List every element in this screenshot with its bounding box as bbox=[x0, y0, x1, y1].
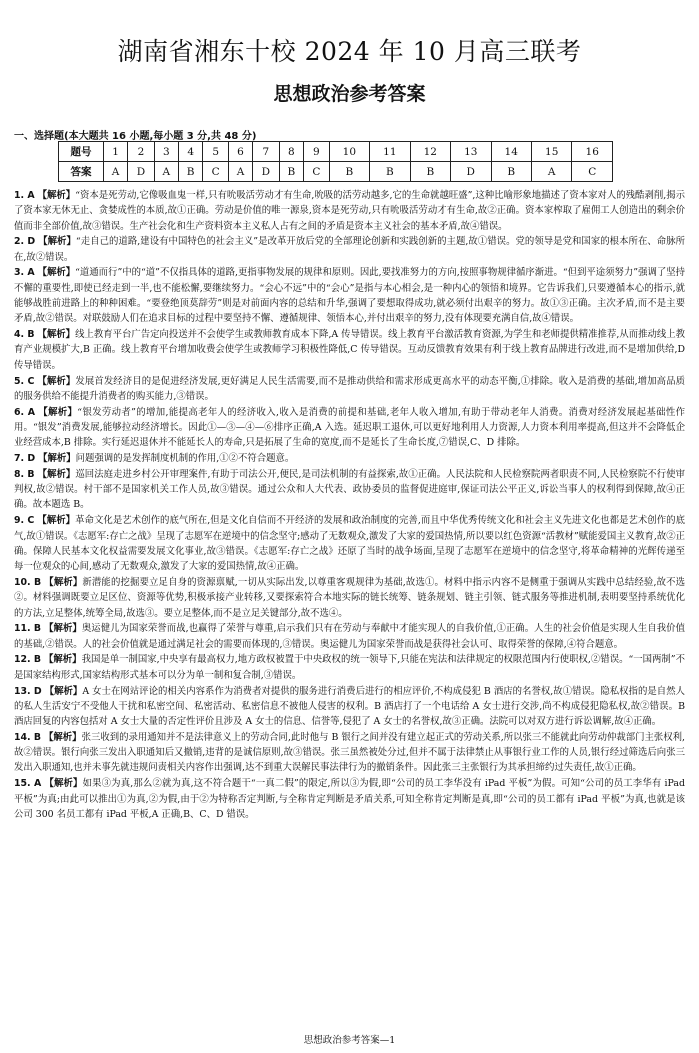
question-number-cell: 6 bbox=[228, 142, 252, 162]
answer-item-body: 张三收到的录用通知并不是法律意义上的劳动合同,此时他与 B 银行之间并没有建立起正式的劳动关系,所以张三不能就此向劳动仲裁部门主张权利,故②错误。银行向张三发出入职通知后又撤销,违背的是诚信原则,故③错误。张三虽然被处分过,但并不属于法律禁止从事银行业工作的人员,银行经过筛选后向张三发出入职通知,也并未事先就违规问责相关内容作出强调,达不到重大误解民事法律行为的撤销条件。因此张三主张银行为其承担缔约过失责任,故①正确。 bbox=[14, 731, 685, 774]
analysis-tag: 【解析】 bbox=[37, 515, 76, 527]
answer-table-numbers-row bbox=[59, 142, 613, 162]
answer-item-body: 巡回法庭走进乡村公开审理案件,有助于司法公开,便民,是司法机制的有益探索,故①正确。人民法院和人民检察院两者职责不同,人民检察院不行使审判权,故②错误。村干部不是国家机关工作人员,故③错误。通过公众和人大代表、政协委员的监督促进庭审,保证司法公平正义,诉讼当事人的权利得到保障,故④正确。故本题选 B。 bbox=[14, 468, 685, 511]
answer-cell: D bbox=[253, 162, 280, 182]
answer-item-head: 9. C bbox=[14, 515, 35, 527]
answer-item bbox=[14, 265, 685, 326]
analysis-tag: 【解析】 bbox=[37, 190, 76, 201]
answer-item bbox=[14, 467, 685, 513]
answer-item-body: “走自己的道路,建设有中国特色的社会主义”是改革开放后党的全部理论创新和实践创新的主题,故①错误。党的领导是党和国家的根本所在、命脉所在,故②错误。 bbox=[14, 236, 685, 263]
answer-item bbox=[14, 684, 685, 730]
analysis-tag: 【解析】 bbox=[38, 406, 78, 418]
question-number-cell: 5 bbox=[203, 142, 228, 162]
answer-cell: B bbox=[370, 162, 410, 182]
answer-item-head: 4. B bbox=[14, 329, 35, 341]
answer-item-body: “银发劳动者”的增加,能提高老年人的经济收入,收入是消费的前提和基础,老年人收入增加,有助于带动老年人消费。消费对经济发展起基础性作用。“银发”消费发展,能够拉动经济增长。因此①—③—④—⑥排序正确,A 入选。延迟职工退休,可以更好地利用人力资源,人力资本利用率提高,但这并不会降低企业经营成本,B 排除。实行延迟退休并不能延长人的寿命,只是拓展了生命的宽度,而不是延长了生命长度,⑦错误,C、D 排除。 bbox=[14, 406, 685, 449]
answer-item-head: 8. B bbox=[14, 468, 35, 480]
question-number-cell: 12 bbox=[410, 142, 450, 162]
question-number-cell: 13 bbox=[451, 142, 491, 162]
answer-cell: B bbox=[491, 162, 531, 182]
answer-cell: B bbox=[410, 162, 450, 182]
page-title: 湖南省湘东十校 2024 年 10 月高三联考 bbox=[117, 37, 582, 66]
answer-cell: A bbox=[104, 162, 128, 182]
question-number-cell: 16 bbox=[572, 142, 613, 162]
analysis-tag: 【解析】 bbox=[44, 685, 83, 697]
answer-item-body: “资本是死劳动,它像吸血鬼一样,只有吮吸活劳动才有生命,吮吸的活劳动越多,它的生命就越旺盛”,这种比喻形象地描述了资本家对人的残酷剥削,揭示了资本家无休无止、贪婪成性的本质,故①正确。劳动是价值的唯一源泉,资本是死劳动,只有吮吸活劳动才有生命,故②正确。资本家榨取了雇佣工人创造出的剩余价值而非全部价值,故③错误。生产社会化和生产资料资本主义私人占有之间的矛盾是资本主义社会的基本矛盾,故④错误。 bbox=[14, 190, 685, 232]
answer-table-answers-row bbox=[59, 162, 613, 182]
analysis-tag: 【解析】 bbox=[38, 236, 76, 248]
answer-item-head: 15. A bbox=[14, 778, 42, 790]
answer-item bbox=[14, 575, 685, 621]
answer-table bbox=[58, 141, 613, 182]
answer-item bbox=[14, 621, 685, 652]
page-footer: 思想政治参考答案—1 bbox=[303, 1035, 396, 1046]
question-number-cell: 14 bbox=[491, 142, 531, 162]
answer-item bbox=[14, 234, 685, 265]
answer-item-head: 12. B bbox=[14, 654, 42, 666]
question-number-cell: 7 bbox=[253, 142, 280, 162]
answer-cell: C bbox=[572, 162, 613, 182]
answer-cell: A bbox=[531, 162, 571, 182]
question-number-cell: 15 bbox=[531, 142, 571, 162]
answer-item-body: 发展首发经济目的是促进经济发展,更好满足人民生活需要,而不是推动供给和需求形成更高水平的动态平衡,①排除。收入是消费的基础,增加高品质的服务供给不能提升消费者的购买能力,③错误。 bbox=[14, 375, 685, 402]
answer-explanations bbox=[14, 188, 685, 823]
answer-cell: B bbox=[279, 162, 304, 182]
analysis-tag: 【解析】 bbox=[37, 267, 76, 279]
answer-cell: B bbox=[329, 162, 369, 182]
table-header-number: 题号 bbox=[59, 142, 104, 162]
answer-item bbox=[14, 776, 685, 822]
answer-item-head: 7. D bbox=[14, 453, 36, 465]
question-number-cell: 3 bbox=[154, 142, 178, 162]
answer-item-body: 新潜能的挖掘要立足自身的资源禀赋,一切从实际出发,以尊重客观规律为基础,故选①。材料中指示内容不是侧重于强调从实践中总结经验,故不选②。材料强调既要立足区位、资源等优势,积极承接产业转移,又要探索符合本地实际的链长统筹、链条规划、链主引领、链式服务等推进机制,表明要坚持系统优化的方法,立足整体,统筹全局,故选③。要立足整体,而不是立足关键部分,故不选④。 bbox=[14, 576, 685, 619]
analysis-tag: 【解析】 bbox=[44, 576, 83, 588]
question-number-cell: 2 bbox=[128, 142, 155, 162]
answer-cell: C bbox=[203, 162, 228, 182]
answer-item-head: 13. D bbox=[14, 685, 42, 697]
answer-item bbox=[14, 652, 685, 683]
answer-item-head: 11. B bbox=[14, 623, 42, 635]
answer-item-body: 问题强调的是发挥制度机制的作用,①②不符合题意。 bbox=[75, 453, 295, 465]
answer-cell: A bbox=[228, 162, 252, 182]
section-heading: 一、选择题(本大题共 16 小题,每小题 3 分,共 48 分) bbox=[14, 131, 257, 142]
analysis-tag: 【解析】 bbox=[38, 453, 76, 465]
answer-item-head: 14. B bbox=[14, 731, 42, 743]
answer-item-body: 如果③为真,那么②就为真,这不符合题干“一真二假”的限定,所以③为假,即“公司的员工李华没有 iPad 平板”为假。可知“公司的员工李华有 iPad 平板”为真;由此可以推出①为真,②为假,由于②为特称否定判断,与全称肯定判断是矛盾关系,可知全称肯定判断是真,即“公司的员工都有 iPad 平板”为真,也就是该公司 300 名员工都有 iPad 平板,A 正确,B、C、D 错误。 bbox=[14, 778, 685, 820]
answer-item bbox=[14, 451, 685, 466]
answer-item bbox=[14, 730, 685, 776]
answer-item-head: 1. A bbox=[14, 190, 35, 201]
answer-item-body: 奥运健儿为国家荣誉而战,也赢得了荣誉与尊重,启示我们只有在劳动与奉献中才能实现人的自我价值,①正确。人生的社会价值是实现人生自我价值的基础,②错误。人的社会价值就是通过满足社会的需要而体现的,③错误。奥运健儿为国家荣誉而战是获得社会认可、取得荣誉的保障,④符合题意。 bbox=[14, 623, 685, 650]
answer-cell: B bbox=[178, 162, 203, 182]
answer-cell: D bbox=[451, 162, 491, 182]
answer-item-head: 3. A bbox=[14, 267, 35, 279]
analysis-tag: 【解析】 bbox=[44, 654, 82, 666]
question-number-cell: 1 bbox=[104, 142, 128, 162]
answer-item-body: “道通而行”中的“道”不仅指具体的道路,更指事物发展的规律和原则。因此,要找准努力的方向,按照事物规律循序渐进。“但到平途须努力”强调了坚持不懈的重要性,即使已经走到一半,也不能松懈,要继续努力。“会心不远”中的“会心”是指与本心相会,是一种内心的领悟和境界。它告诉我们,只要遵循本心的指示,就能够战胜前进路上的种种困难。“要登绝顶莫辞劳”则是对前面内容的总结和升华,强调了要想取得成功,就必须付出艰辛的努力。故①③正确。主次矛盾,而不是主要矛盾,故②错误。对联鼓励人们在追求目标的过程中要坚持不懈、遵循规律、领悟本心,并付出艰辛的努力,没有体现要充满自信,故④错误。 bbox=[14, 267, 685, 325]
answer-item-body: 线上教育平台广告定向投送并不会使学生或教师教育成本下降,A 传导错误。线上教育平台激活教育资源,为学生和老师提供精准推荐,从而推动线上教育产业规模扩大,B 正确。线上教育平台增加收费会使学生或教师学习积极性降低,C 传导错误。互动反馈教育效果有利于线上教育品牌进行改进,而不是增加供给,D 传导错误。 bbox=[14, 329, 685, 371]
analysis-tag: 【解析】 bbox=[37, 329, 76, 341]
answer-item bbox=[14, 405, 685, 451]
answer-item-body: 我国是单一制国家,中央享有最高权力,地方政权被置于中央政权的统一领导下,只能在宪法和法律规定的权限范围内行使职权,②错误。“一国两制”不是国家结构形式,国家结构形式基本可以分为单一制和复合制,③错误。 bbox=[14, 654, 685, 681]
answer-item bbox=[14, 327, 685, 373]
analysis-tag: 【解析】 bbox=[44, 623, 82, 635]
answer-item-body: 革命文化是艺术创作的底气所在,但是文化自信而不开经济的发展和政治制度的完善,而且中华优秀传统文化和社会主义先进文化也都是艺术创作的底气,故①错误。《志愿军:存亡之战》呈现了志愿军在逆境中的信念坚守;感动了无数观众,激发了大家的爱国热情,所以要以红色资源“活教材”赋能爱国主义教育,故②正确。保障人民基本文化权益需要发展文化事业,故③错误。《志愿军:存亡之战》还原了当时的战争场面,呈现了志愿军在逆境中的信念坚守,将革命精神的光辉传递至每一位观众的心间,感动了无数观众,激发了大家的爱国热情,故④正确。 bbox=[14, 515, 685, 573]
question-number-cell: 4 bbox=[178, 142, 203, 162]
analysis-tag: 【解析】 bbox=[44, 731, 82, 743]
answer-cell: C bbox=[304, 162, 329, 182]
answer-cell: A bbox=[154, 162, 178, 182]
answer-item bbox=[14, 513, 685, 574]
question-number-cell: 11 bbox=[370, 142, 410, 162]
answer-item-head: 5. C bbox=[14, 375, 35, 387]
answer-item bbox=[14, 374, 685, 405]
answer-item-head: 2. D bbox=[14, 236, 36, 248]
question-number-cell: 8 bbox=[279, 142, 304, 162]
analysis-tag: 【解析】 bbox=[37, 468, 76, 480]
answer-item-head: 10. B bbox=[14, 576, 42, 588]
table-header-answer: 答案 bbox=[59, 162, 104, 182]
answer-item-head: 6. A bbox=[14, 406, 35, 418]
answer-cell: D bbox=[128, 162, 155, 182]
answer-item bbox=[14, 188, 685, 234]
analysis-tag: 【解析】 bbox=[44, 778, 83, 790]
question-number-cell: 9 bbox=[304, 142, 329, 162]
page-subtitle: 思想政治参考答案 bbox=[273, 83, 426, 105]
answer-item-body: A 女士在网站评论的相关内容系作为消费者对提供的服务进行消费后进行的相应评价,不构成侵犯 B 酒店的名誉权,故①错误。隐私权指的是自然人的私人生活安宁不受他人干扰和私密空间、私密活动、私密信息不被他人侵害的权利。B 酒店打了一个电话给 A 女士进行交涉,尚不构成侵犯隐私权,故②错误。B 酒店回复的内容包括对 A 女士大量的否定性评价且涉及 A 女士的信息、信誉等,侵犯了 A 女士的名誉权,故③正确。法院可以对双方进行诉讼调解,故④正确。 bbox=[14, 685, 685, 728]
analysis-tag: 【解析】 bbox=[37, 375, 76, 387]
question-number-cell: 10 bbox=[329, 142, 369, 162]
